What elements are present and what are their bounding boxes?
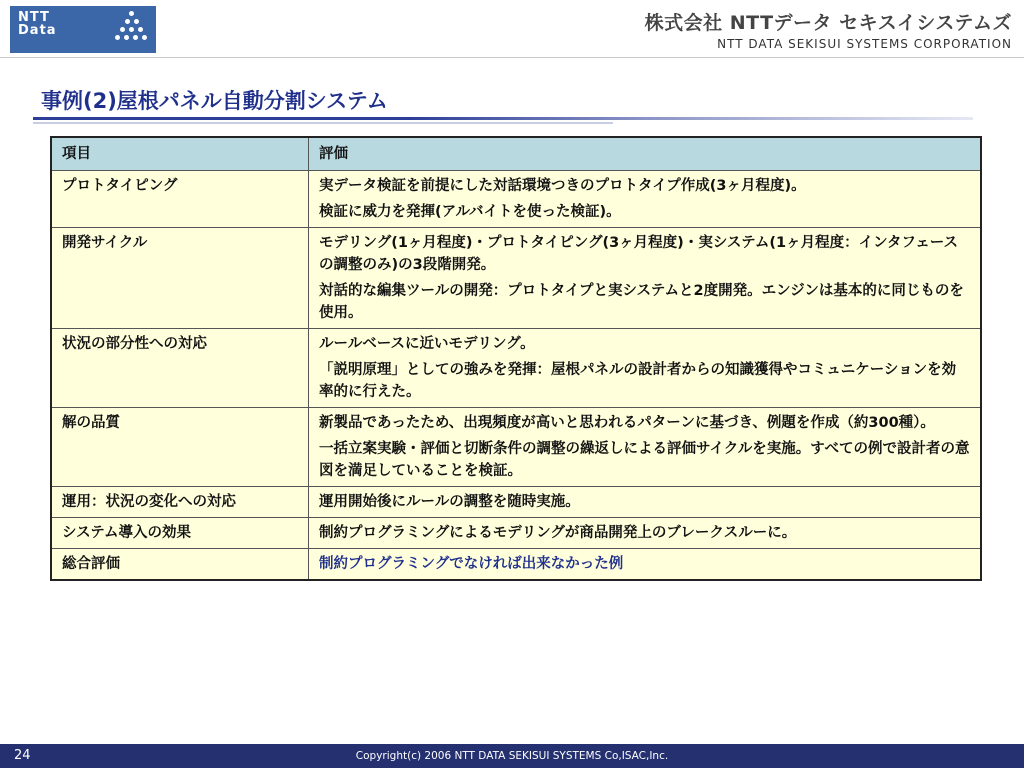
row-item-label: 運用：状況の変化への対応 — [51, 487, 309, 518]
evaluation-paragraph: 検証に威力を発揮(アルバイトを使った検証)。 — [319, 204, 621, 220]
row-evaluation — [309, 329, 982, 408]
row-item-label: 開発サイクル — [51, 228, 309, 329]
table-header-row — [51, 137, 981, 171]
logo-text: NTT Data — [18, 10, 57, 38]
evaluation-paragraph: 一括立案実験・評価と切断条件の調整の繰返しによる評価サイクルを実施。すべての例で設計者の意図を満足していることを検証。 — [319, 441, 970, 479]
table-row — [51, 329, 981, 408]
row-item-label: 総合評価 — [51, 549, 309, 581]
row-evaluation — [309, 408, 982, 487]
copyright-text: Copyright(c) 2006 NTT DATA SEKISUI SYSTEMS Co,ISAC,Inc. — [355, 750, 669, 762]
row-item-label: 状況の部分性への対応 — [51, 329, 309, 408]
table-row — [51, 408, 981, 487]
page-number: 24 — [14, 748, 31, 763]
row-item-label: 解の品質 — [51, 408, 309, 487]
table-row — [51, 228, 981, 329]
ntt-data-logo — [10, 6, 156, 53]
row-evaluation — [309, 228, 982, 329]
table-row — [51, 487, 981, 518]
footer-bar — [0, 744, 1024, 768]
header-divider — [0, 57, 1024, 58]
row-evaluation — [309, 171, 982, 228]
evaluation-table — [50, 136, 982, 581]
header-evaluation: 評価 — [309, 137, 982, 171]
logo-dots-icon — [114, 11, 150, 49]
title-underline — [33, 117, 973, 120]
evaluation-paragraph: 運用開始後にルールの調整を随時実施。 — [319, 494, 580, 510]
page-title: 事例(2)屋根パネル自動分割システム — [41, 89, 388, 113]
row-evaluation — [309, 518, 982, 549]
evaluation-paragraph: ルールベースに近いモデリング。 — [319, 336, 535, 352]
company-name-en: NTT DATA SEKISUI SYSTEMS CORPORATION — [717, 37, 1012, 51]
evaluation-paragraph: 制約プログラミングでなければ出来なかった例 — [319, 556, 624, 572]
table-row — [51, 171, 981, 228]
header-item: 項目 — [51, 137, 309, 171]
table-row — [51, 549, 981, 581]
row-evaluation — [309, 487, 982, 518]
row-evaluation — [309, 549, 982, 581]
evaluation-paragraph: 新製品であったため、出現頻度が高いと思われるパターンに基づき、例題を作成（約300種）。 — [319, 415, 935, 431]
evaluation-paragraph: 「説明原理」としての強みを発揮：屋根パネルの設計者からの知識獲得やコミュニケーションを効率的に行えた。 — [319, 362, 957, 400]
evaluation-paragraph: 制約プログラミングによるモデリングが商品開発上のブレークスルーに。 — [319, 525, 797, 541]
company-name-jp: 株式会社 NTTデータ セキスイシステムズ — [644, 12, 1012, 34]
title-underline-secondary — [33, 122, 613, 124]
row-item-label: プロトタイピング — [51, 171, 309, 228]
evaluation-paragraph: モデリング(1ヶ月程度)・プロトタイピング(3ヶ月程度)・実システム(1ヶ月程度：インタフェースの調整のみ)の3段階開発。 — [319, 235, 959, 273]
evaluation-paragraph: 対話的な編集ツールの開発：プロトタイプと実システムと2度開発。エンジンは基本的に同じものを使用。 — [319, 283, 964, 321]
evaluation-paragraph: 実データ検証を前提にした対話環境つきのプロトタイプ作成(3ヶ月程度)。 — [319, 178, 806, 194]
row-item-label: システム導入の効果 — [51, 518, 309, 549]
table-row — [51, 518, 981, 549]
